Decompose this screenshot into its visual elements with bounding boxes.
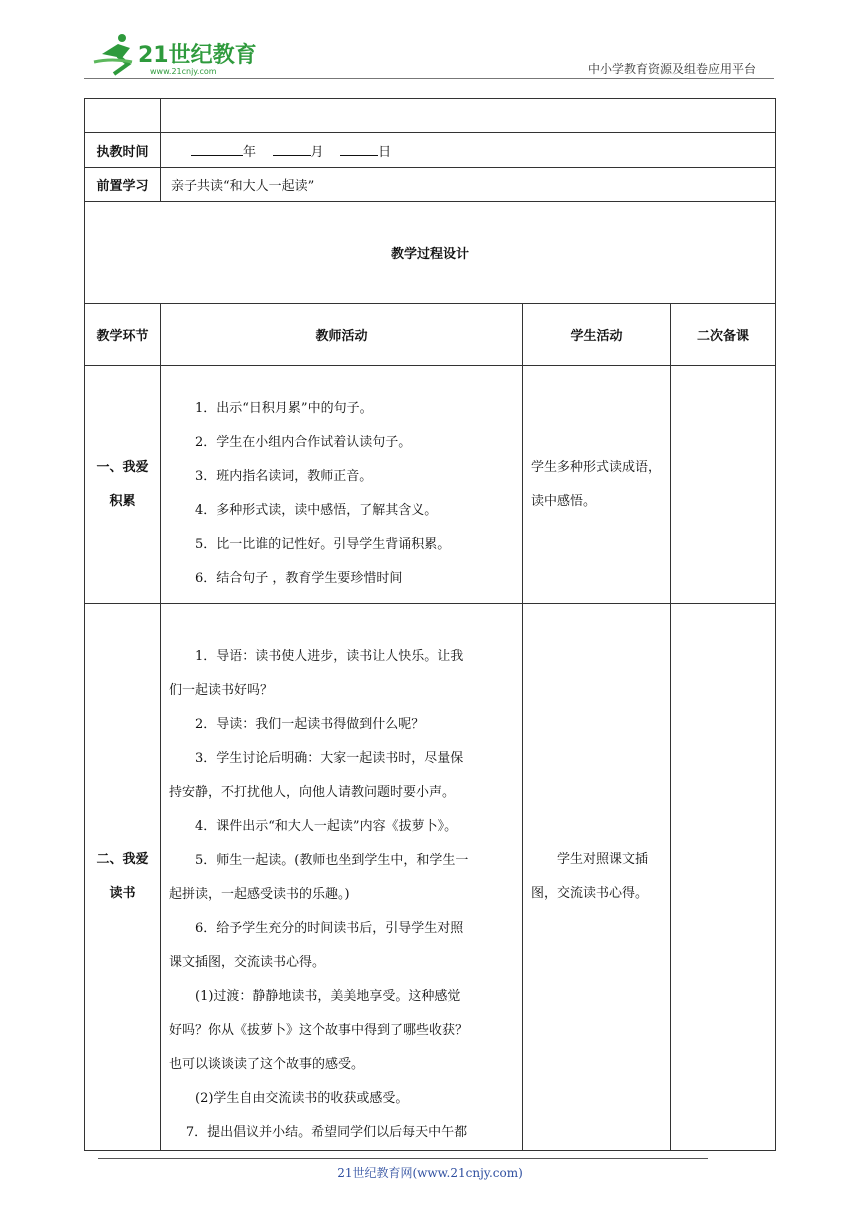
day-unit: 日 <box>378 144 392 160</box>
pre-study-row <box>85 168 776 202</box>
design-title: 教学过程设计 <box>85 202 776 304</box>
col-header-notes: 二次备课 <box>671 304 776 366</box>
day-blank <box>340 141 378 156</box>
s2-line-5a: 5．师生一起读。(教师也坐到学生中，和学生一 <box>195 853 469 868</box>
s2-line-2: 2．导读：我们一起读书得做到什么呢？ <box>195 717 425 732</box>
section-2-name-line2: 读书 <box>109 886 136 901</box>
section-2-row <box>85 604 776 1151</box>
section-1-student: 学生多种形式读成语，读中感悟。 <box>523 366 671 604</box>
date-row <box>85 133 776 168</box>
section-1-teacher <box>161 366 523 604</box>
date-label: 执教时间 <box>85 133 161 168</box>
section-1-name-line2: 积累 <box>109 493 136 509</box>
header-divider <box>84 78 774 79</box>
col-header-teacher: 教师活动 <box>161 304 523 366</box>
year-blank <box>191 141 243 156</box>
s1-line-2: 2．学生在小组内合作试着认读句子。 <box>195 434 412 450</box>
platform-text: 中小学教育资源及组卷应用平台 <box>587 62 756 76</box>
section-1-row <box>85 366 776 604</box>
design-title-row <box>85 202 776 304</box>
pre-study-label: 前置学习 <box>85 168 161 202</box>
month-unit: 月 <box>310 144 324 160</box>
section-2-name <box>85 604 161 1151</box>
pre-study-value: 亲子共读“和大人一起读” <box>161 168 776 202</box>
s2-line-6a: 6．给予学生充分的时间读书后，引导学生对照 <box>195 921 464 936</box>
s2-line-6b: 课文插图，交流读书心得。 <box>169 955 326 970</box>
section-1-notes <box>671 366 776 604</box>
footer-divider <box>98 1158 708 1159</box>
section-2-name-line1: 二、我爱 <box>96 852 149 867</box>
s2-line-3a: 3．学生讨论后明确：大家一起读书时，尽量保 <box>195 751 464 766</box>
date-value <box>161 133 776 168</box>
month-blank <box>273 141 311 156</box>
blank-label-cell <box>85 99 161 133</box>
svg-text:21世纪教育: 21世纪教育 <box>138 43 257 68</box>
col-header-stage: 教学环节 <box>85 304 161 366</box>
section-2-notes <box>671 604 776 1151</box>
column-header-row <box>85 304 776 366</box>
s2-line-1b: 们一起读书好吗？ <box>169 683 274 698</box>
s1-line-4: 4．多种形式读，读中感悟，了解其含义。 <box>195 502 438 518</box>
lesson-plan-table <box>84 98 776 1151</box>
s2-line-7c: 也可以谈谈读了这个故事的感受。 <box>169 1057 365 1072</box>
s2-line-9: 7．提出倡议并小结。希望同学们以后每天中午都 <box>185 1125 468 1140</box>
s2-line-7b: 好吗？你从《拔萝卜》这个故事中得到了哪些收获？ <box>169 1023 469 1038</box>
s1-line-5: 5．比一比谁的记性好。引导学生背诵积累。 <box>195 536 451 552</box>
section-2-teacher <box>161 604 523 1151</box>
section-2-student: 学生对照课文插图，交流读书心得。 <box>523 604 671 1151</box>
s2-line-8: (2)学生自由交流读书的收获或感受。 <box>195 1091 409 1106</box>
page-header <box>0 0 860 82</box>
blank-row <box>85 99 776 133</box>
logo-21cnjy <box>92 32 262 78</box>
s1-line-6: 6．结合句子 ，教育学生要珍惜时间 <box>195 570 403 586</box>
blank-value-cell <box>161 99 776 133</box>
section-1-name-line1: 一、我爱 <box>96 459 149 475</box>
s1-line-3: 3．班内指名读词，教师正音。 <box>195 468 373 484</box>
s2-line-1a: 1．导语：读书使人进步，读书让人快乐。让我 <box>195 649 464 664</box>
s2-line-7a: (1)过渡：静静地读书，美美地享受。这种感觉 <box>195 989 461 1004</box>
section-1-name <box>85 366 161 604</box>
svg-text:www.21cnjy.com: www.21cnjy.com <box>150 67 217 76</box>
footer-text: 21世纪教育网(www.21cnjy.com) <box>337 1166 523 1180</box>
s2-line-5b: 起拼读，一起感受读书的乐趣。) <box>169 887 350 902</box>
year-unit: 年 <box>243 144 257 160</box>
s2-line-3b: 持安静，不打扰他人，向他人请教问题时要小声。 <box>169 785 456 800</box>
s1-line-1: 1．出示“日积月累”中的句子。 <box>195 400 373 416</box>
s2-line-4: 4．课件出示“和大人一起读”内容《拔萝卜》。 <box>195 819 458 834</box>
col-header-student: 学生活动 <box>523 304 671 366</box>
